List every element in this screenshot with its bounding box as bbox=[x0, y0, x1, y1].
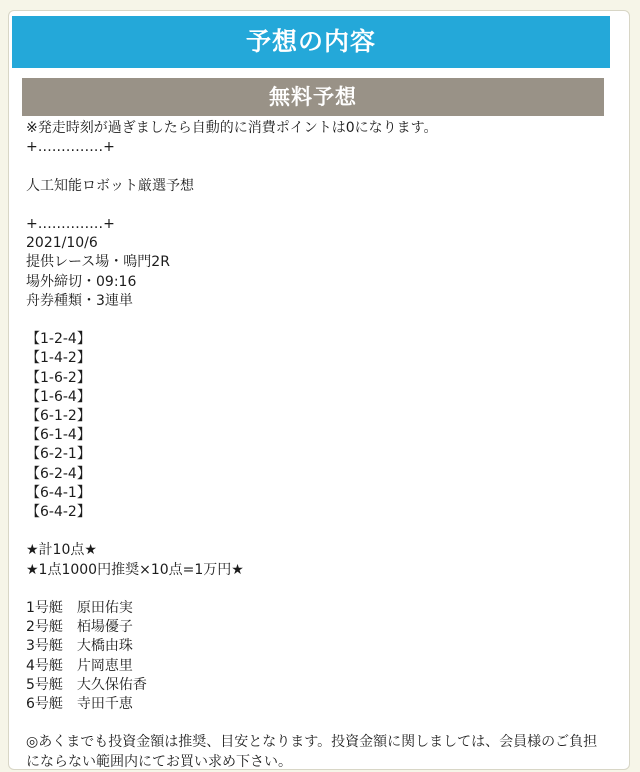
text-line: +‥‥‥‥‥‥‥+ bbox=[26, 139, 115, 156]
page-title: 予想の内容 bbox=[12, 16, 610, 68]
text-line: 5号艇 大久保佑香 bbox=[26, 676, 147, 693]
text-line: ★1点1000円推奨×10点=1万円★ bbox=[26, 561, 244, 578]
text-line bbox=[26, 311, 606, 330]
text-line: 【1-4-2】 bbox=[26, 350, 91, 367]
text-line: ★計10点★ bbox=[26, 542, 97, 559]
investment-note: ◎あくまでも投資金額は推奨、目安となります。投資金額に関しましては、会員様のご負担にならない範囲内にてお買い求め下さい。 bbox=[26, 734, 598, 770]
text-line: +‥‥‥‥‥‥‥+ bbox=[26, 215, 115, 232]
text-line: 【1-2-4】 bbox=[26, 331, 91, 348]
text-line: 【6-4-2】 bbox=[26, 504, 91, 521]
text-line: 【6-2-4】 bbox=[26, 465, 91, 482]
text-line: 【6-2-1】 bbox=[26, 446, 91, 463]
text-line: 舟券種類・3連単 bbox=[26, 292, 133, 309]
text-line bbox=[26, 196, 606, 215]
text-line: 人工知能ロボット厳選予想 bbox=[26, 177, 194, 194]
text-line: 【6-1-4】 bbox=[26, 427, 91, 444]
text-line: ※発走時刻が過ぎましたら自動的に消費ポイントは0になります。 bbox=[26, 120, 438, 136]
section-title: 無料予想 bbox=[22, 78, 604, 116]
text-line bbox=[26, 714, 606, 733]
text-line: 4号艇 片岡恵里 bbox=[26, 657, 133, 674]
text-line: 6号艇 寺田千恵 bbox=[26, 696, 133, 713]
text-line bbox=[26, 580, 606, 599]
text-line: 2021/10/6 bbox=[26, 235, 98, 252]
prediction-content bbox=[26, 119, 606, 772]
text-line: 【1-6-2】 bbox=[26, 369, 91, 386]
text-line: 提供レース場・鳴門2R bbox=[26, 254, 170, 271]
text-line bbox=[26, 522, 606, 541]
text-line: 場外締切・09:16 bbox=[26, 273, 137, 290]
text-line: 1号艇 原田佑実 bbox=[26, 600, 133, 616]
text-line: 2号艇 栢場優子 bbox=[26, 619, 133, 636]
text-line: 3号艇 大橋由珠 bbox=[26, 638, 133, 655]
text-line: 【1-6-4】 bbox=[26, 388, 91, 405]
text-line: 【6-1-2】 bbox=[26, 408, 91, 424]
text-line bbox=[26, 157, 606, 176]
text-line: 【6-4-1】 bbox=[26, 484, 91, 501]
prediction-lines bbox=[26, 119, 606, 733]
